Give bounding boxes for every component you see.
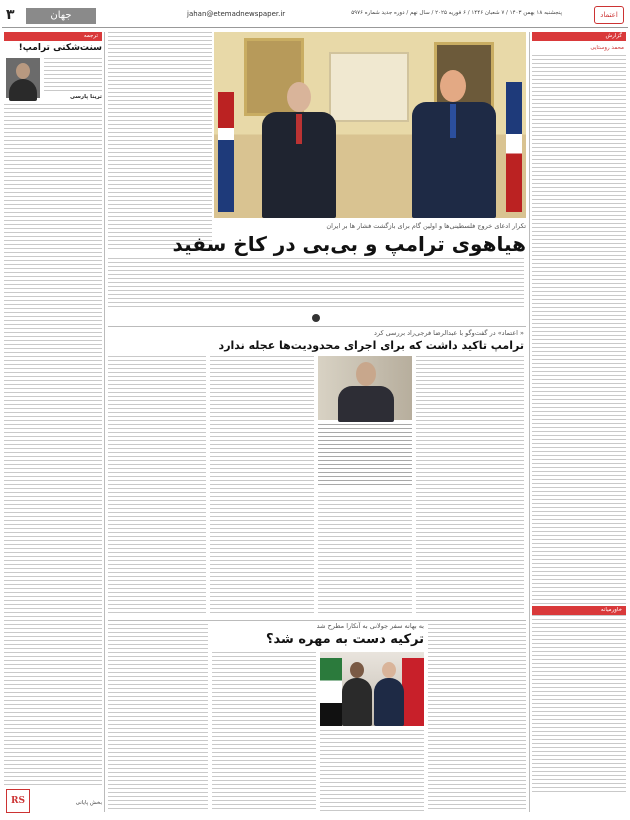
lead-story-text-left	[108, 32, 212, 252]
interview-headline[interactable]: ترامپ تاکید داشت که برای اجرای محدودیت‌ها عجله ندارد	[218, 339, 524, 352]
lead-headline[interactable]: هیاهوی ترامپ و بی‌بی در کاخ سفید	[172, 232, 526, 256]
interview-text-col2	[210, 356, 314, 616]
lead-photo	[214, 32, 526, 218]
bullet-icon	[312, 314, 320, 322]
section-divider	[108, 620, 526, 621]
bottom-photo	[320, 652, 424, 726]
section-label[interactable]: جهان	[26, 8, 96, 24]
page-number: ۳	[6, 7, 15, 23]
interview-text-col1	[108, 356, 206, 616]
bottom-headline[interactable]: ترکیه دست به مهره شد؟	[265, 632, 424, 647]
left-column-footer: بخش پایانی	[75, 800, 102, 806]
left-intro-text	[44, 58, 102, 92]
header-divider	[2, 27, 628, 28]
lead-kicker: تکرار ادعای خروج فلسطینی‌ها و اولین گام برای بازگشت فشار ها بر ایران	[326, 222, 526, 230]
bottom-story-tag: خاورمیانه	[532, 606, 626, 615]
right-column-author: محمد روستایی	[590, 45, 624, 51]
bottom-text-col2	[212, 652, 316, 812]
newspaper-logo: اعتماد	[594, 6, 624, 24]
section-divider	[108, 326, 526, 327]
bottom-text-col3	[320, 730, 424, 812]
left-column-headline[interactable]: سنت‌شکنی ترامپ!	[18, 43, 102, 53]
interview-text-col3	[318, 492, 412, 616]
interview-photo	[318, 356, 412, 420]
column-divider	[529, 32, 530, 812]
interview-kicker: « اعتماد» در گفت‌وگو با عبدالرضا فرجی‌راد بررسی کرد	[373, 329, 524, 337]
left-column-tag: ترجمه	[4, 32, 102, 41]
column-divider	[104, 32, 105, 812]
rs-logo: RS	[6, 789, 30, 813]
interview-text-col4	[416, 356, 524, 616]
bottom-text-col1	[108, 624, 208, 812]
lead-story-text	[108, 258, 524, 310]
interview-pullquote	[318, 424, 412, 488]
bottom-kicker: به بهانه سفر جولانی به آنکارا مطرح شد	[316, 622, 424, 630]
section-email[interactable]: jahan@etemadnewspaper.ir	[187, 10, 286, 18]
date-line: پنجشنبه ۱۸ بهمن ۱۴۰۳ / ۷ شعبان ۱۴۴۶ / ۶ فوریه ۲۰۲۵ / سال نهم / دوره جدید شماره ۵۹۷۶	[351, 10, 562, 16]
author-portrait	[6, 58, 40, 98]
left-column-author: ترینا پارسی	[69, 94, 102, 100]
left-column-text	[4, 104, 102, 788]
right-column-text	[532, 55, 626, 793]
right-column-tag: گزارش	[532, 32, 626, 41]
bottom-text-col4	[428, 624, 526, 812]
page-header	[2, 6, 628, 26]
